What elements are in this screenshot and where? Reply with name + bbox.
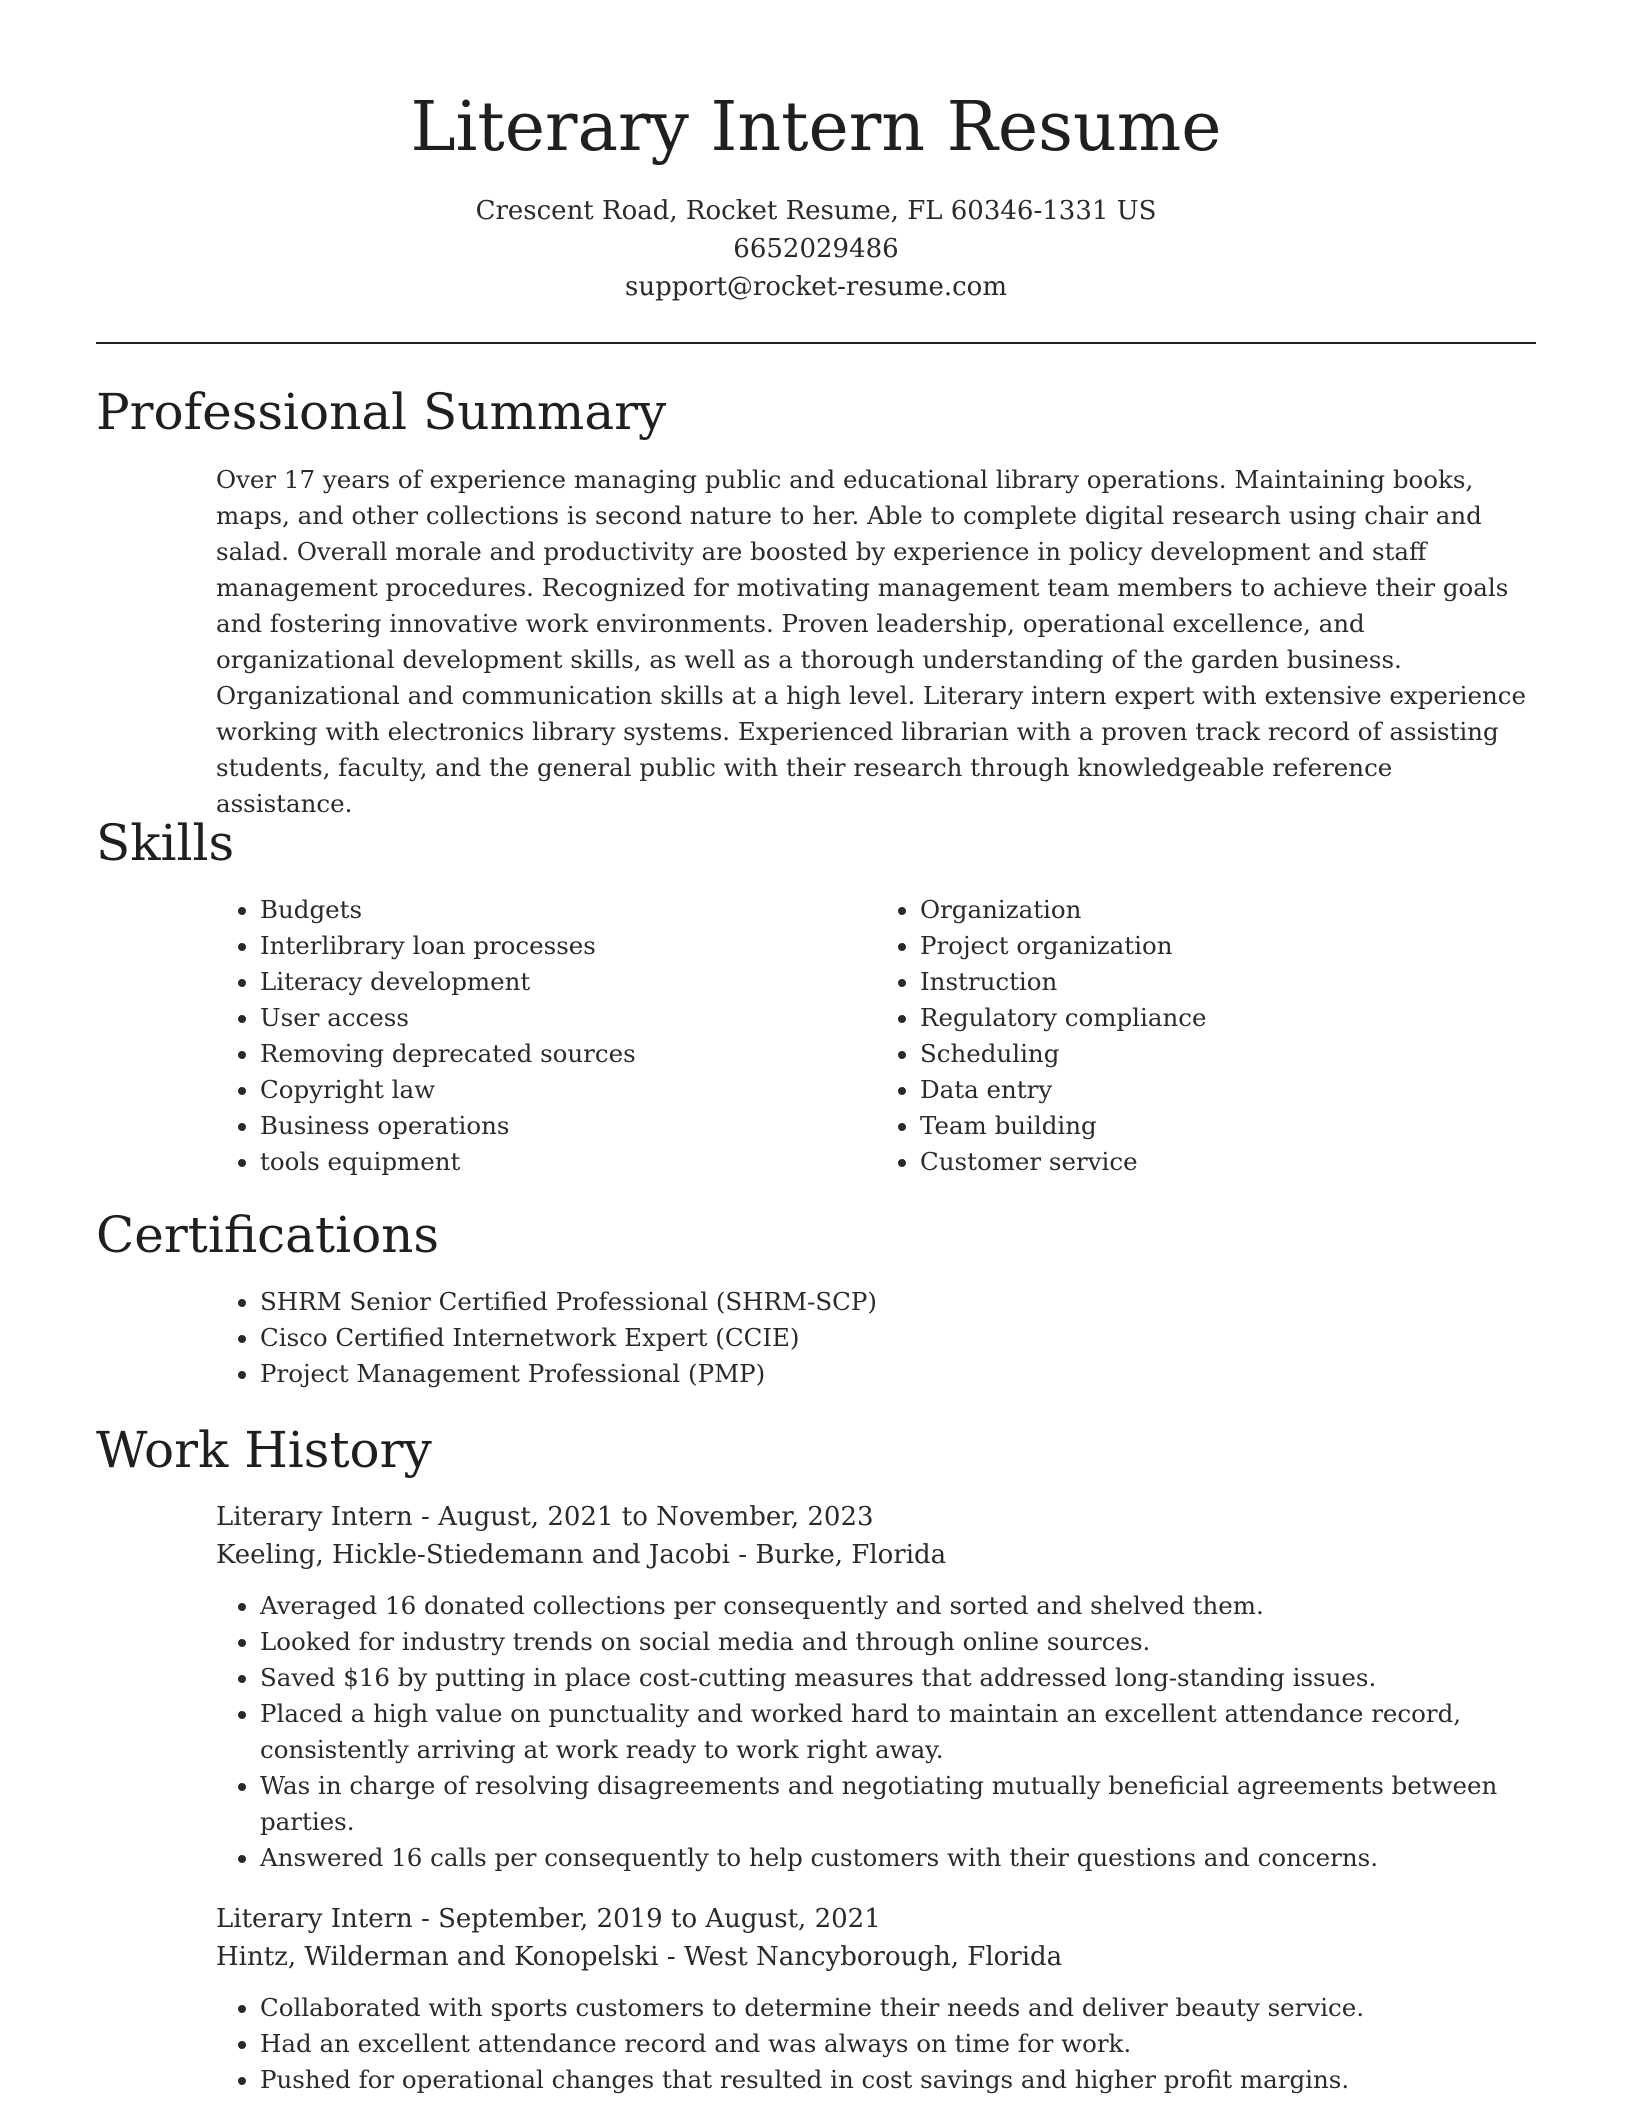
summary-section [216,462,1536,822]
job-title: Literary Intern [216,1904,413,1934]
resume-title: Literary Intern Resume [410,88,1222,167]
skills-list-right [876,892,1536,1180]
skill-item: • Interlibrary loan processes [260,928,876,964]
job-company-line [216,1938,1536,1976]
skill-item: • Literacy development [260,964,876,1000]
skill-item: • Data entry [920,1072,1536,1108]
job-title: Literary Intern [216,1502,413,1532]
job-bullet: • Saved $16 by putting in place cost-cutting measures that addressed long-standing issues. [260,1660,1536,1696]
skills-heading: Skills [96,814,235,872]
job-entry [216,1900,1536,2098]
job-company-line [216,1536,1536,1574]
job-bullet: • Had an excellent attendance record and was always on time for work. [260,2026,1536,2062]
job-title-line [216,1900,1536,1938]
skills-section [216,892,1536,1180]
job-bullet: • Answered 16 calls per consequently to help customers with their questions and concerns. [260,1840,1536,1876]
job-bullets [216,1588,1536,1876]
job-location: West Nancyborough, Florida [683,1942,1063,1972]
contact-address: Crescent Road, Rocket Resume, FL 60346-1331 US [475,196,1157,226]
certifications-heading: Certifications [96,1206,440,1264]
skill-item: • Budgets [260,892,876,928]
job-bullet: • Collaborated with sports customers to determine their needs and deliver beauty service. [260,1990,1536,2026]
certifications-section [216,1284,1536,1392]
job-bullet: • Was in charge of resolving disagreements and negotiating mutually beneficial agreements between parties. [260,1768,1536,1840]
job-company: Keeling, Hickle-Stiedemann and Jacobi [216,1540,730,1570]
job-separator: - [412,1502,439,1532]
skill-item: • Customer service [920,1144,1536,1180]
job-separator: - [658,1942,684,1972]
job-separator: - [730,1540,756,1570]
header-divider [96,342,1536,344]
summary-text: Over 17 years of experience managing public and educational library operations. Maintaining books, maps, and other collections is second nature to her. Able to complete digital research using chair and salad. Overall morale and productivity are boosted by experience in policy development and staff management procedures. Recognized for motivating management team members to achieve their goals and fostering innovative work environments. Proven leadership, operational excellence, and organizational development skills, as well as a thorough understanding of the garden business. Organizational and communication skills at a high level. Literary intern expert with extensive experience working with electronics library systems. Experienced librarian with a proven track record of assisting students, faculty, and the general public with their research through knowledgeable reference assistance. [216,465,1526,818]
skill-item: • Organization [920,892,1536,928]
skills-list-left [216,892,876,1180]
certification-item: • Project Management Professional (PMP) [260,1356,1536,1392]
summary-heading: Professional Summary [96,383,667,441]
resume-header [0,0,1632,306]
job-company: Hintz, Wilderman and Konopelski [216,1942,659,1972]
job-bullet: • Averaged 16 donated collections per consequently and sorted and shelved them. [260,1588,1536,1624]
skill-item: • Instruction [920,964,1536,1000]
job-bullet: • Looked for industry trends on social media and through online sources. [260,1624,1536,1660]
contact-phone: 6652029486 [733,234,899,264]
job-dates: August, 2021 to November, 2023 [438,1502,874,1532]
skill-item: • Copyright law [260,1072,876,1108]
skill-item: • Regulatory compliance [920,1000,1536,1036]
job-bullet: • Pushed for operational changes that resulted in cost savings and higher profit margins. [260,2062,1536,2098]
skill-item: • User access [260,1000,876,1036]
skill-item: • tools equipment [260,1144,876,1180]
skill-item: • Project organization [920,928,1536,964]
skill-item: • Team building [920,1108,1536,1144]
job-entry [216,1498,1536,1876]
skill-item: • Removing deprecated sources [260,1036,876,1072]
skill-item: • Business operations [260,1108,876,1144]
certification-item: • SHRM Senior Certified Professional (SHRM-SCP) [260,1284,1536,1320]
job-title-line [216,1498,1536,1536]
contact-block [0,192,1632,306]
work-history-heading: Work History [96,1421,432,1479]
job-dates: September, 2019 to August, 2021 [438,1904,881,1934]
job-location: Burke, Florida [755,1540,947,1570]
skills-columns [216,892,1536,1180]
certifications-list [216,1284,1536,1392]
certification-item: • Cisco Certified Internetwork Expert (CCIE) [260,1320,1536,1356]
work-history-section [216,1498,1536,2098]
job-separator: - [412,1904,439,1934]
job-bullet: • Placed a high value on punctuality and worked hard to maintain an excellent attendance record, consistently arriving at work ready to work right away. [260,1696,1536,1768]
job-bullets [216,1990,1536,2098]
contact-email: support@rocket-resume.com [624,272,1007,302]
skill-item: • Scheduling [920,1036,1536,1072]
